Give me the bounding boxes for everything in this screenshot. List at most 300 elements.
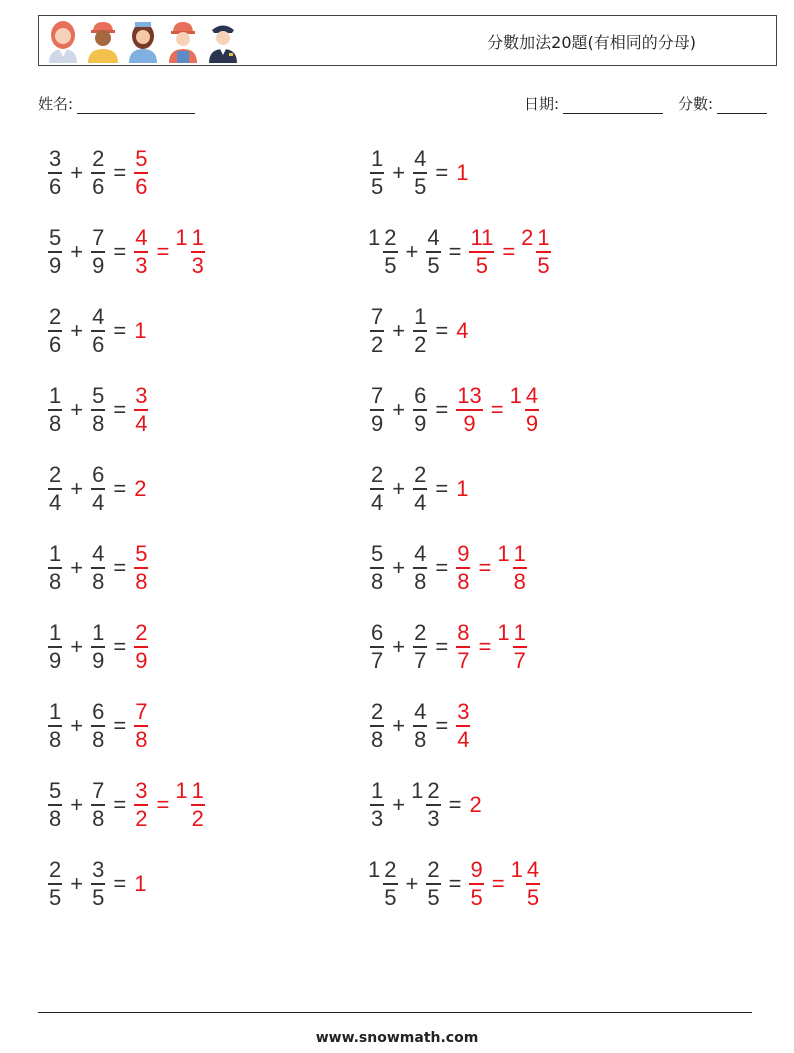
numerator: 4	[414, 146, 427, 172]
term	[411, 541, 429, 595]
numerator: 2	[427, 857, 440, 883]
plus-sign: +	[392, 555, 406, 580]
equals-sign: =	[478, 555, 492, 580]
fraction	[370, 304, 384, 358]
whole-number: 1	[368, 225, 381, 251]
denominator: 9	[92, 252, 105, 278]
numerator: 2	[371, 699, 384, 725]
plus-sign: +	[392, 318, 406, 343]
man-avatar-icon	[85, 19, 121, 63]
problem-item	[368, 696, 472, 756]
equals-sign: =	[113, 871, 127, 896]
denominator: 8	[92, 568, 105, 594]
equals-sign: =	[113, 555, 127, 580]
equals-sign: =	[156, 239, 170, 264]
term	[497, 620, 529, 674]
denominator: 8	[92, 410, 105, 436]
denominator: 6	[49, 173, 62, 199]
plus-sign: +	[392, 160, 406, 185]
denominator: 5	[526, 884, 540, 910]
equals-sign: =	[435, 713, 449, 738]
denominator: 2	[135, 805, 148, 831]
fraction	[134, 778, 148, 832]
plus-sign: +	[392, 713, 406, 738]
fraction	[413, 383, 427, 437]
fraction	[91, 620, 105, 674]
term	[46, 857, 64, 911]
equals-sign: =	[113, 318, 127, 343]
fraction	[370, 778, 384, 832]
numerator: 3	[135, 778, 148, 804]
nurse-avatar-icon	[125, 19, 161, 63]
term	[454, 383, 484, 437]
whole-number: 1	[368, 857, 381, 883]
problem-item	[368, 143, 470, 203]
plus-sign: +	[405, 239, 419, 264]
numerator: 1	[414, 304, 427, 330]
numerator: 13	[457, 383, 482, 409]
problem-item	[46, 696, 150, 756]
term	[132, 541, 150, 595]
denominator: 6	[92, 331, 105, 357]
plus-sign: +	[70, 713, 84, 738]
fraction	[413, 620, 427, 674]
equals-sign: =	[113, 476, 127, 501]
denominator: 3	[371, 805, 384, 831]
integer-answer: 1	[456, 476, 469, 501]
term	[132, 699, 150, 753]
problem-item	[46, 854, 148, 914]
numerator: 9	[470, 857, 483, 883]
fraction	[48, 541, 62, 595]
numerator: 6	[92, 462, 105, 488]
fraction	[456, 383, 482, 437]
denominator: 8	[513, 568, 526, 594]
denominator: 2	[371, 331, 384, 357]
equals-sign: =	[435, 634, 449, 659]
fraction	[426, 857, 440, 911]
term	[89, 620, 107, 674]
denominator: 5	[384, 252, 397, 278]
numerator: 5	[371, 541, 384, 567]
term	[46, 225, 64, 279]
numerator: 5	[49, 778, 62, 804]
fraction	[370, 541, 384, 595]
numerator: 1	[49, 541, 62, 567]
term	[132, 476, 148, 502]
fraction	[426, 225, 440, 279]
equals-sign: =	[156, 792, 170, 817]
problem-item	[368, 617, 529, 677]
numerator: 3	[92, 857, 105, 883]
term	[411, 620, 429, 674]
fraction	[370, 620, 384, 674]
date-blank[interactable]	[563, 97, 663, 114]
numerator: 1	[191, 225, 204, 251]
integer-answer: 4	[456, 318, 469, 343]
denominator: 6	[92, 173, 105, 199]
term	[46, 383, 64, 437]
denominator: 5	[427, 252, 440, 278]
term	[132, 620, 150, 674]
denominator: 5	[92, 884, 105, 910]
term	[46, 146, 64, 200]
fraction	[91, 146, 105, 200]
integer-answer: 2	[469, 792, 482, 817]
fraction	[469, 857, 483, 911]
denominator: 5	[475, 252, 489, 278]
term	[411, 778, 443, 832]
numerator: 2	[49, 304, 62, 330]
denominator: 5	[537, 252, 550, 278]
numerator: 5	[135, 541, 148, 567]
term	[89, 304, 107, 358]
fraction	[370, 462, 384, 516]
term	[46, 462, 64, 516]
fraction	[191, 778, 205, 832]
plus-sign: +	[70, 634, 84, 659]
term	[467, 857, 485, 911]
whole-number: 1	[510, 857, 523, 883]
plus-sign: +	[70, 318, 84, 343]
denominator: 2	[414, 331, 427, 357]
fraction	[456, 620, 470, 674]
problem-item	[46, 459, 148, 519]
numerator: 4	[92, 304, 105, 330]
numerator: 2	[92, 146, 105, 172]
denominator: 9	[414, 410, 427, 436]
fraction	[48, 304, 62, 358]
fraction	[91, 225, 105, 279]
denominator: 4	[457, 726, 470, 752]
plus-sign: +	[70, 476, 84, 501]
denominator: 5	[470, 884, 483, 910]
whole-number: 1	[497, 620, 510, 646]
denominator: 9	[49, 647, 62, 673]
denominator: 4	[92, 489, 105, 515]
numerator: 2	[49, 462, 62, 488]
problem-item	[368, 380, 541, 440]
term	[411, 462, 429, 516]
whole-number: 1	[175, 225, 188, 251]
score-blank[interactable]	[717, 97, 767, 114]
denominator: 7	[513, 647, 526, 673]
denominator: 3	[191, 252, 204, 278]
fraction	[469, 225, 494, 279]
name-field	[38, 93, 195, 114]
term	[368, 541, 386, 595]
equals-sign: =	[448, 239, 462, 264]
equals-sign: =	[435, 160, 449, 185]
plus-sign: +	[70, 239, 84, 264]
denominator: 8	[49, 410, 62, 436]
denominator: 8	[371, 726, 384, 752]
numerator: 2	[384, 225, 397, 251]
term	[89, 778, 107, 832]
denominator: 8	[135, 726, 148, 752]
problem-item	[46, 775, 207, 835]
name-label: 姓名:	[38, 95, 74, 113]
fraction	[413, 541, 427, 595]
fraction	[48, 620, 62, 674]
denominator: 8	[457, 568, 470, 594]
term	[175, 778, 207, 832]
numerator: 1	[191, 778, 204, 804]
numerator: 1	[92, 620, 105, 646]
avatar-row	[45, 19, 241, 63]
integer-answer: 2	[134, 476, 147, 501]
denominator: 8	[92, 805, 105, 831]
equals-sign: =	[435, 397, 449, 422]
equals-sign: =	[478, 634, 492, 659]
worksheet-header	[38, 15, 777, 66]
fraction	[134, 383, 148, 437]
name-blank[interactable]	[77, 97, 195, 114]
plus-sign: +	[405, 871, 419, 896]
term	[132, 225, 150, 279]
numerator: 8	[457, 620, 470, 646]
denominator: 8	[414, 568, 427, 594]
plus-sign: +	[70, 792, 84, 817]
term	[368, 857, 400, 911]
numerator: 2	[414, 620, 427, 646]
term	[411, 146, 429, 200]
fraction	[48, 778, 62, 832]
fraction	[426, 778, 440, 832]
denominator: 4	[371, 489, 384, 515]
fraction	[370, 699, 384, 753]
denominator: 9	[92, 647, 105, 673]
footer-url: www.snowmath.com	[315, 1030, 479, 1046]
denominator: 9	[525, 410, 539, 436]
numerator: 1	[371, 778, 384, 804]
term	[454, 160, 470, 186]
equals-sign: =	[435, 318, 449, 343]
denominator: 7	[414, 647, 427, 673]
police-avatar-icon	[205, 19, 241, 63]
footer-divider	[38, 1012, 752, 1013]
numerator: 11	[470, 225, 494, 251]
term	[89, 541, 107, 595]
whole-number: 1	[497, 541, 510, 567]
term	[368, 620, 386, 674]
numerator: 9	[457, 541, 470, 567]
fraction	[91, 541, 105, 595]
denominator: 7	[457, 647, 470, 673]
term	[46, 620, 64, 674]
term	[454, 541, 472, 595]
fraction	[413, 462, 427, 516]
term	[89, 146, 107, 200]
numerator: 1	[49, 699, 62, 725]
equals-sign: =	[113, 160, 127, 185]
whole-number: 1	[411, 778, 424, 804]
integer-answer: 1	[456, 160, 469, 185]
term	[46, 541, 64, 595]
numerator: 7	[371, 304, 384, 330]
numerator: 6	[414, 383, 427, 409]
term	[454, 476, 470, 502]
fraction	[456, 541, 470, 595]
whole-number: 1	[509, 383, 522, 409]
denominator: 9	[135, 647, 148, 673]
numerator: 1	[513, 541, 526, 567]
denominator: 2	[191, 805, 204, 831]
term	[467, 225, 496, 279]
term	[46, 778, 64, 832]
term	[454, 318, 470, 344]
term	[521, 225, 553, 279]
fraction	[413, 699, 427, 753]
plus-sign: +	[392, 476, 406, 501]
denominator: 4	[414, 489, 427, 515]
fraction	[191, 225, 205, 279]
term	[132, 318, 148, 344]
fraction	[370, 146, 384, 200]
term	[454, 620, 472, 674]
denominator: 5	[427, 884, 440, 910]
fraction	[91, 857, 105, 911]
term	[454, 699, 472, 753]
problem-item	[368, 538, 529, 598]
equals-sign: =	[448, 871, 462, 896]
fraction	[413, 304, 427, 358]
fraction	[134, 146, 148, 200]
denominator: 7	[371, 647, 384, 673]
term	[132, 146, 150, 200]
numerator: 1	[537, 225, 550, 251]
numerator: 4	[526, 857, 540, 883]
denominator: 8	[49, 805, 62, 831]
plus-sign: +	[70, 160, 84, 185]
fraction	[413, 146, 427, 200]
term	[175, 225, 207, 279]
whole-number: 2	[521, 225, 534, 251]
numerator: 5	[49, 225, 62, 251]
numerator: 1	[371, 146, 384, 172]
numerator: 7	[92, 225, 105, 251]
problem-item	[368, 301, 470, 361]
term	[368, 383, 386, 437]
numerator: 2	[49, 857, 62, 883]
denominator: 5	[414, 173, 427, 199]
numerator: 4	[135, 225, 148, 251]
problem-item	[46, 301, 148, 361]
denominator: 8	[92, 726, 105, 752]
fraction	[48, 699, 62, 753]
term	[132, 778, 150, 832]
term	[368, 146, 386, 200]
denominator: 6	[49, 331, 62, 357]
equals-sign: =	[113, 397, 127, 422]
fraction	[134, 541, 148, 595]
fraction	[370, 383, 384, 437]
denominator: 5	[49, 884, 62, 910]
problem-item	[368, 459, 470, 519]
denominator: 9	[463, 410, 476, 436]
plus-sign: +	[392, 397, 406, 422]
numerator: 7	[92, 778, 105, 804]
numerator: 4	[414, 699, 427, 725]
problem-item	[368, 222, 553, 282]
fraction	[91, 304, 105, 358]
numerator: 7	[135, 699, 148, 725]
term	[89, 225, 107, 279]
equals-sign: =	[435, 555, 449, 580]
numerator: 6	[92, 699, 105, 725]
fraction	[91, 699, 105, 753]
numerator: 5	[135, 146, 148, 172]
woman-avatar-icon	[45, 19, 81, 63]
denominator: 9	[371, 410, 384, 436]
integer-answer: 1	[134, 318, 147, 343]
whole-number: 1	[175, 778, 188, 804]
term	[368, 778, 386, 832]
plus-sign: +	[70, 871, 84, 896]
numerator: 2	[414, 462, 427, 488]
score-field	[678, 93, 767, 114]
denominator: 8	[414, 726, 427, 752]
problem-item	[46, 222, 207, 282]
term	[467, 792, 483, 818]
numerator: 5	[92, 383, 105, 409]
fraction	[48, 857, 62, 911]
term	[46, 304, 64, 358]
problem-item	[46, 617, 150, 677]
fraction	[536, 225, 550, 279]
plus-sign: +	[392, 634, 406, 659]
term	[497, 541, 529, 595]
numerator: 2	[384, 857, 397, 883]
term	[368, 225, 400, 279]
fraction	[456, 699, 470, 753]
fraction	[91, 778, 105, 832]
numerator: 4	[414, 541, 427, 567]
numerator: 1	[49, 383, 62, 409]
equals-sign: =	[113, 239, 127, 264]
plus-sign: +	[70, 555, 84, 580]
numerator: 4	[92, 541, 105, 567]
fraction	[383, 857, 397, 911]
worker-avatar-icon	[165, 19, 201, 63]
fraction	[48, 225, 62, 279]
denominator: 3	[427, 805, 440, 831]
integer-answer: 1	[134, 871, 147, 896]
equals-sign: =	[491, 871, 505, 896]
term	[89, 383, 107, 437]
term	[411, 699, 429, 753]
term	[511, 857, 543, 911]
fraction	[91, 383, 105, 437]
plus-sign: +	[70, 397, 84, 422]
numerator: 3	[135, 383, 148, 409]
denominator: 8	[135, 568, 148, 594]
numerator: 2	[427, 778, 440, 804]
equals-sign: =	[502, 239, 516, 264]
fraction	[134, 699, 148, 753]
plus-sign: +	[392, 792, 406, 817]
equals-sign: =	[113, 634, 127, 659]
numerator: 7	[371, 383, 384, 409]
term	[89, 462, 107, 516]
term	[46, 699, 64, 753]
fraction	[48, 146, 62, 200]
score-label: 分數:	[678, 95, 714, 113]
numerator: 3	[457, 699, 470, 725]
numerator: 6	[371, 620, 384, 646]
problem-item	[46, 380, 150, 440]
denominator: 4	[49, 489, 62, 515]
